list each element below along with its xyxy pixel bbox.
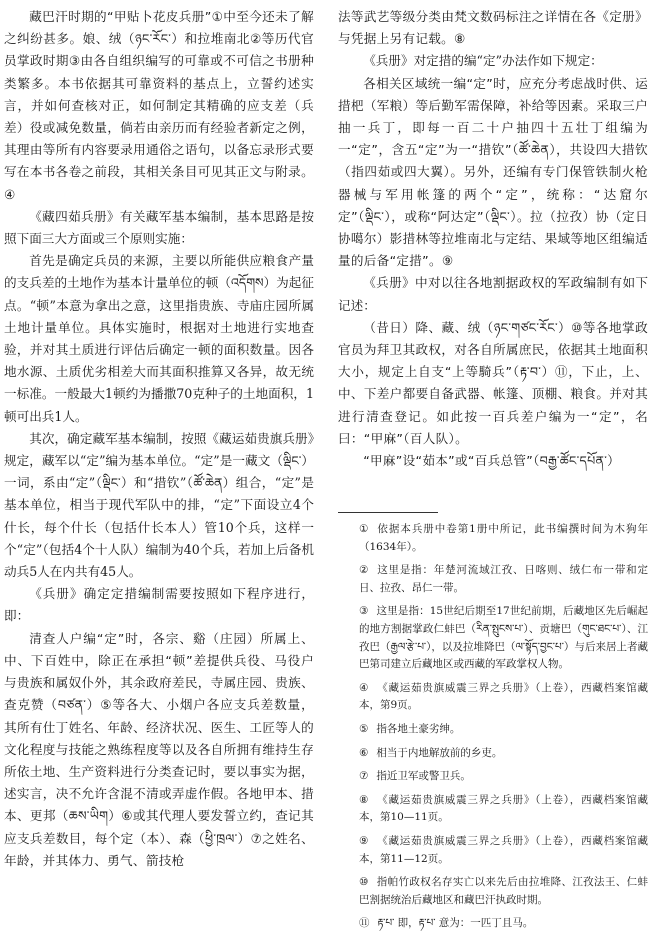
- paragraph-registry-intro: 藏巴汗时期的“甲贴卜花皮兵册”①中至今还未了解之纠纷甚多。娘、绒（ཉང་རོང་）和拉堆南北②等历代官员掌政时期③由各自组织编写的可靠或不可信之书册种类繁多。本书依据其可靠资料的基点上，立誓约述实言，并如何查核对正，如何制定其精确的应支差（兵差）役或减免数量，倘若由亲历而有经验者新定之例，其理由等所有内容要录用通俗之语句，以备忘录形式要写在本书各卷之前段，其相关条目可见其正文与附录。④: [4, 9, 314, 202]
- footnote: ⑤ 指各地土豪劣绅。: [359, 722, 461, 735]
- footnote-rule: [338, 512, 438, 513]
- footnote: ④ 《藏运茹贵旗威震三界之兵册》（上卷），西藏档案馆藏本，第9页。: [359, 681, 648, 712]
- footnote: ⑨ 《藏运茹贵旗威震三界之兵册》（上卷），西藏档案馆藏本，第11—12页。: [359, 834, 648, 865]
- paragraph-historic-intro: 《兵册》中对以往各地割据政权的军政编制有如下记述：: [338, 275, 648, 313]
- footnote: ⑪ རྟ་པ་ 即，རྟ་པ་ 意为：一匹丁且马。: [359, 917, 534, 930]
- paragraph-household-census: 清查人户编“定”时，各宗、谿（庄园）所属上、中、下百姓中，除正在承担“顿”差提供兵役、马役户与贵族和属奴仆外，其余政府差民，寺属庄园、贵族、查克赞（བཙན་）⑤等各大、小烟户各应支兵差数量，其所有仕丁姓名、年龄、经济状况、医生、工匠等人的文化程度与技能之熟练程度等以及各自所拥有维持生存所依土地、生产资料进行分类查记时，要以事实为据，述实言，决不允许含混不清或弄虚作假。各地甲本、措本、更邦（ཆས་ཡིག）⑥或其代理人要发誓立约，查记其应支兵差数目，每个定（本）、森（ཕྱི་ཁྲལ་）⑦之姓名、年龄，并其体力、勇气、箭技枪: [4, 630, 314, 868]
- paragraph-troop-source: 首先是确定兵员的来源，主要以所能供应粮食产量的支兵差的土地作为基本计量单位的顿（འདོགས）为起征点。“顿”本意为拿出之意，这里指贵族、寺庙庄园所属土地计量单位。具体实施时，根据对土地进行实地查验，并对其土质进行评估后确定一顿的面积数量。因各地水源、土质优劣相差大而其面积推算又各异，故无统一标准。一般最大1顿约为播撒70克种子的土地面积，1顿可出兵1人。: [4, 253, 314, 424]
- paragraph-four-ru-principles: 《藏四茹兵册》有关藏军基本编制，基本思路是按照下面三大方面或三个原则实施：: [4, 208, 314, 247]
- footnote: ② 这里是指：年楚河流域江孜、日喀则、绒仁布一带和定日、拉孜、昂仁一带。: [359, 564, 648, 594]
- footnote: ① 依据本兵册中卷第1册中所记，此书编撰时间为木狗年（1634年）。: [359, 523, 648, 553]
- paragraph-ding-rules: 各相关区域统一编“定”时，应充分考虑战时供、运措杷（军粮）等后勤军需保障，补给等因素。采取三户抽一兵丁，即每一百二十户抽四十五壮丁组编为一“定”，含五“定”为一“措钦”（ཚོ་ཆེན），共设四大措钦（指四茹或四大翼）。另外，还编有专门保管铁制火枪器械与军用帐篷的两个“定”，统称：“达窟尔定”（ལྡིང་），或称“阿达定”（ལྡིང་）。拉（拉孜）协（定日协噶尔）影措林等拉堆南北与定结、果域等地区组编适量的后备“定措”。⑨: [338, 75, 648, 269]
- paragraph-jiama: “甲麻”设“茹本”或“百兵总管”（བརྒྱ་ཚོང་དཔོན་）: [363, 453, 621, 469]
- paragraph-procedure-intro: 《兵册》确定定措编制需要按照如下程序进行，即：: [4, 586, 314, 624]
- paragraph-continuation: 法等武艺等级分类由梵文数码标注之详情在各《定册》与凭据上另有记载。⑧: [338, 9, 648, 47]
- paragraph-ding-rules-intro: 《兵册》对定措的编“定”办法作如下规定：: [363, 53, 603, 69]
- paragraph-basic-unit: 其次，确定藏军基本编制，按照《藏运茹贵旗兵册》规定，藏军以“定”编为基本单位。“定”是一藏文（ལྡིང་）一词，系由“定”（ལྡིང་）和“措钦”（ཚོ་ཆེན）组合，“定”是基本单位，相当于现代军队中的排，“定”下面设立4个什长，每个什长（包括什长本人）管10个兵，这样一个“定”（包括4个十人队）编制为40个兵，若加上后备机动兵5人在内共有45人。: [4, 430, 314, 580]
- footnote: ③ 这里是指：15世纪后期至17世纪前期，后藏地区先后崛起的地方割据掌政仁蚌巴（རིན་སྤུངས་པ་）、贡塘巴（གུང་ཐང་པ་）、江孜巴（རྒྱལ་རྩེ་པ་），以及拉堆降巴（ལ་སྟོད་བྱང་པ་）与后来居上者藏巴第司建立后藏地区或西藏的军政掌权人物。: [359, 605, 648, 671]
- footnote: ⑧ 《藏运茹贵旗威震三界之兵册》（上卷），西藏档案馆藏本，第10—11页。: [359, 793, 648, 824]
- footnote: ⑦ 指近卫军或警卫兵。: [359, 770, 471, 783]
- right-column: [338, 6, 648, 472]
- footnotes: [338, 512, 648, 939]
- paragraph-historic-regimes: （昔日）降、藏、绒（ཉང་གཙང་རོང་）⑩等各地掌政官员为拜卫其政权，对各自所属庶民，依据其土地面积大小，规定上自支“上等騎兵”（རྟ་བ་）⑪，下止，上、中、下差户都要自备武器、帐篷、顶棚、粮食。并对其进行清查登记。如此按一百兵差户编为一“定”，名曰：“甲麻”（百人队）。: [338, 319, 648, 446]
- left-column: [4, 6, 314, 872]
- footnote: ⑩ 指帕竹政权名存实亡以来先后由拉堆降、江孜法王、仁蚌巴割据统治后藏地区和藏巴汗执政时期。: [359, 876, 648, 906]
- footnote: ⑥ 相当于内地解放前的乡吏。: [359, 746, 503, 759]
